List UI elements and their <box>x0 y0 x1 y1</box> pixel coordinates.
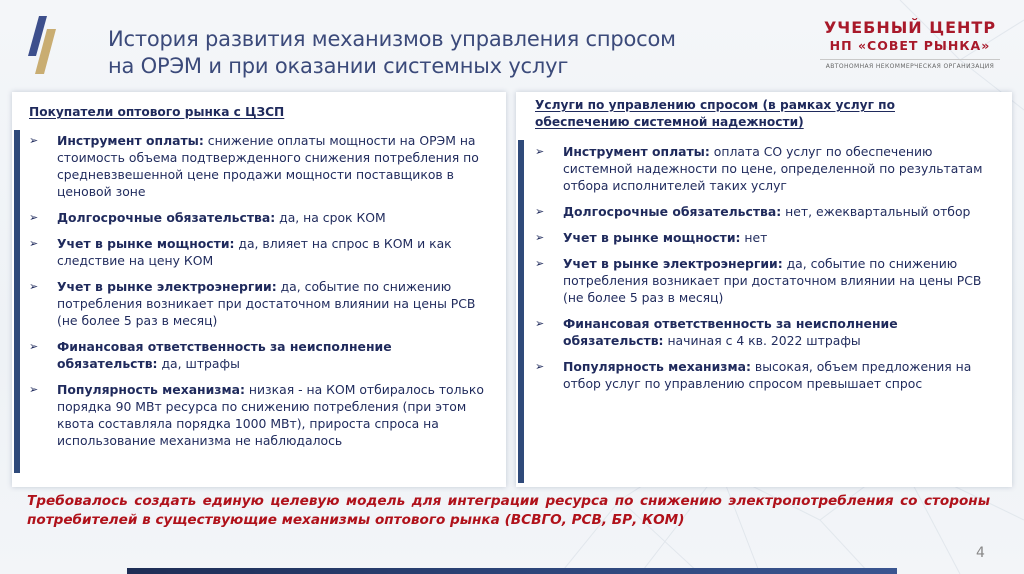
conclusion-text: Требовалось создать единую целевую модель для интеграции ресурса по снижению электропотребления со стороны потребителей в существующие механизмы оптового рынка (ВСВГО, РСВ, БР, КОМ) <box>27 493 990 528</box>
list-item <box>535 229 1000 246</box>
arrow-bullet-icon: ➢ <box>29 134 39 147</box>
item-value: да, влияет на спрос в КОМ и как следствие на цену КОМ <box>57 236 452 268</box>
arrow-bullet-icon: ➢ <box>535 231 545 244</box>
card-wholesale-buyers <box>12 92 506 487</box>
item-value: нет, ежеквартальный отбор <box>781 204 971 219</box>
brand-line-3: АВТОНОМНАЯ НЕКОММЕРЧЕСКАЯ ОРГАНИЗАЦИЯ <box>825 63 995 70</box>
item-key: Учет в рынке электроэнергии: <box>563 256 783 271</box>
item-key: Учет в рынке электроэнергии: <box>57 279 277 294</box>
list-item <box>535 203 1000 220</box>
slash-stripes-logo-icon <box>28 16 58 74</box>
title-line-2: на ОРЭМ и при оказании системных услуг <box>108 54 569 78</box>
item-value: да, штрафы <box>157 356 240 371</box>
brand-divider <box>820 59 1000 60</box>
item-value: высокая, объем предложения на отбор услуг по управлению спросом превышает спрос <box>563 359 972 391</box>
arrow-bullet-icon: ➢ <box>535 360 545 373</box>
item-value: да, событие по снижению потребления возникает при достаточном влиянии на цены РСВ (не более 5 раз в месяц) <box>563 256 982 305</box>
list-item <box>29 209 494 226</box>
arrow-bullet-icon: ➢ <box>29 237 39 250</box>
list-item <box>29 278 494 329</box>
item-value: начиная с 4 кв. 2022 штрафы <box>663 333 861 348</box>
list-item <box>29 338 494 372</box>
page-number: 4 <box>976 545 985 561</box>
brand-line-2: НП «СОВЕТ РЫНКА» <box>829 38 991 53</box>
arrow-bullet-icon: ➢ <box>535 257 545 270</box>
item-value: да, на срок КОМ <box>275 210 386 225</box>
brand-logo <box>812 18 1008 71</box>
list-item <box>535 358 1000 392</box>
page-title <box>108 26 676 80</box>
item-value: нет <box>740 230 768 245</box>
arrow-bullet-icon: ➢ <box>535 317 545 330</box>
list-item <box>535 143 1000 194</box>
card-heading: Покупатели оптового рынка с ЦЗСП <box>29 105 285 119</box>
item-key: Долгосрочные обязательства: <box>563 204 782 219</box>
arrow-bullet-icon: ➢ <box>29 340 39 353</box>
footer-bar <box>127 568 897 574</box>
item-key: Учет в рынке мощности: <box>57 236 235 251</box>
bullet-list <box>29 132 494 458</box>
brand-line-1: УЧЕБНЫЙ ЦЕНТР <box>823 18 997 37</box>
list-item <box>29 235 494 269</box>
item-key: Популярность механизма: <box>563 359 751 374</box>
arrow-bullet-icon: ➢ <box>535 145 545 158</box>
arrow-bullet-icon: ➢ <box>29 211 39 224</box>
item-key: Популярность механизма: <box>57 382 245 397</box>
title-line-1: История развития механизмов управления спросом <box>108 27 676 51</box>
item-key: Учет в рынке мощности: <box>563 230 741 245</box>
item-value: снижение оплаты мощности на ОРЭМ на стоимость объема подтвержденного снижения потребления по средневзвешенной цене продажи мощности поставщиков в ценовой зоне <box>57 133 479 199</box>
list-item <box>29 132 494 200</box>
bullet-list <box>535 143 1000 401</box>
item-key: Инструмент оплаты: <box>57 133 204 148</box>
list-item <box>29 381 494 449</box>
item-value: да, событие по снижению потребления возникает при достаточном влиянии на цены РСВ (не более 5 раз в месяц) <box>57 279 476 328</box>
accent-bar <box>518 140 524 483</box>
item-key: Финансовая ответственность за неисполнение обязательств: <box>57 339 392 371</box>
item-key: Финансовая ответственность за неисполнение обязательств: <box>563 316 898 348</box>
card-demand-response-services <box>516 92 1012 487</box>
card-heading: Услуги по управлению спросом (в рамках услуг по обеспечению системной надежности) <box>535 98 895 129</box>
list-item <box>535 315 1000 349</box>
item-key: Инструмент оплаты: <box>563 144 710 159</box>
item-value: оплата СО услуг по обеспечению системной надежности по цене, определенной по результатам отбора исполнителей таких услуг <box>563 144 983 193</box>
list-item <box>535 255 1000 306</box>
arrow-bullet-icon: ➢ <box>29 280 39 293</box>
item-value: низкая - на КОМ отбиралось только порядка 90 МВт ресурса по снижению потребления (при этом квота составляла порядка 1000 МВт), прироста спроса на использование механизма не наблюдалось <box>57 382 484 448</box>
arrow-bullet-icon: ➢ <box>29 383 39 396</box>
item-key: Долгосрочные обязательства: <box>57 210 276 225</box>
accent-bar <box>14 130 20 473</box>
arrow-bullet-icon: ➢ <box>535 205 545 218</box>
